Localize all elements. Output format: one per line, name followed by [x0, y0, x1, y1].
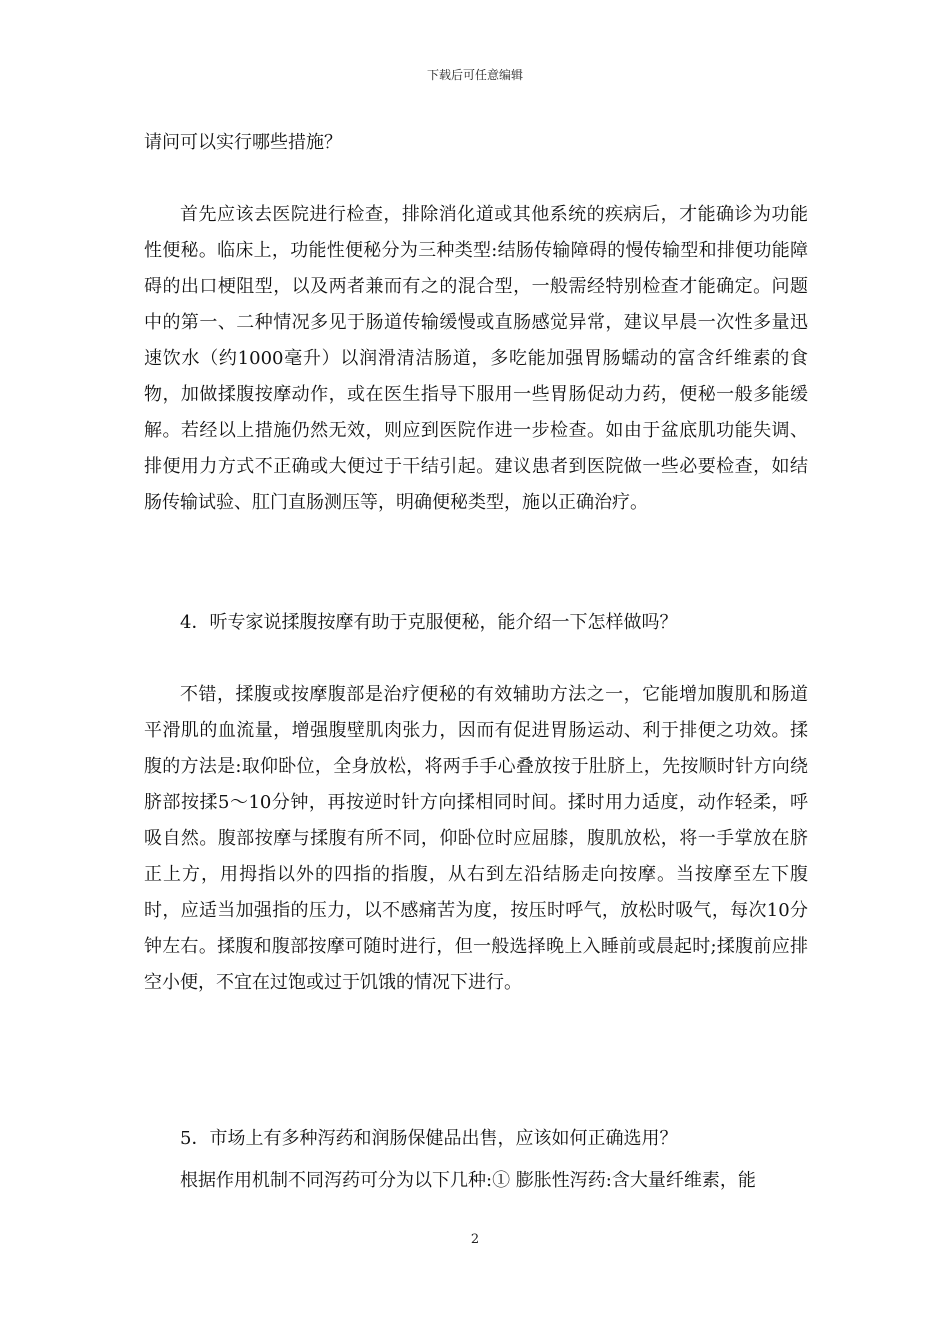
page-header: 下载后可任意编辑 [426, 68, 523, 82]
answer-3-paragraph: 首先应该去医院进行检查，排除消化道或其他系统的疾病后，才能确诊为功能性便秘。临床上，功能性便秘分为三种类型:结肠传输障碍的慢传输型和排便功能障碍的出口梗阻型，以及两者兼而有之的混合型，一般需经特别检查才能确定。问题中的第一、二种情况多见于肠道传输缓慢或直肠感觉异常，建议早晨一次性多量迅速饮水（约1000毫升）以润滑清洁肠道，多吃能加强胃肠蠕动的富含纤维素的食物，加做揉腹按摩动作，或在医生指导下服用一些胃肠促动力药，便秘一般多能缓解。若经以上措施仍然无效，则应到医院作进一步检查。如由于盆底肌功能失调、排便用力方式不正确或大便过于干结引起。建议患者到医院做一些必要检查，如结肠传输试验、肛门直肠测压等，明确便秘类型，施以正确治疗。 [144, 204, 808, 513]
question-end-paragraph: 请问可以实行哪些措施？ [144, 132, 342, 153]
answer-4-paragraph: 不错，揉腹或按摩腹部是治疗便秘的有效辅助方法之一，它能增加腹肌和肠道平滑肌的血流量，增强腹壁肌肉张力，因而有促进胃肠运动、利于排便之功效。揉腹的方法是:取仰卧位，全身放松，将两手手心叠放按于肚脐上，先按顺时针方向绕脐部按揉5～10分钟，再按逆时针方向揉相同时间。揉时用力适度，动作轻柔，呼吸自然。腹部按摩与揉腹有所不同，仰卧位时应屈膝，腹肌放松，将一手掌放在脐正上方，用拇指以外的四指的指腹，从右到左沿结肠走向按摩。当按摩至左下腹时，应适当加强指的压力，以不感痛苦为度，按压时呼气，放松时吸气，每次10分钟左右。揉腹和腹部按摩可随时进行，但一般选择晚上入睡前或晨起时;揉腹前应排空小便，不宜在过饱或过于饥饿的情况下进行。 [144, 684, 808, 993]
page-number: 2 [470, 1232, 480, 1247]
question-4-heading: 4．听专家说揉腹按摩有助于克服便秘，能介绍一下怎样做吗？ [180, 612, 678, 633]
question-5-heading: 5．市场上有多种泻药和润肠保健品出售，应该如何正确选用？ [180, 1128, 678, 1149]
answer-5-paragraph: 根据作用机制不同泻药可分为以下几种:① 膨胀性泻药:含大量纤维素，能 [180, 1170, 756, 1191]
